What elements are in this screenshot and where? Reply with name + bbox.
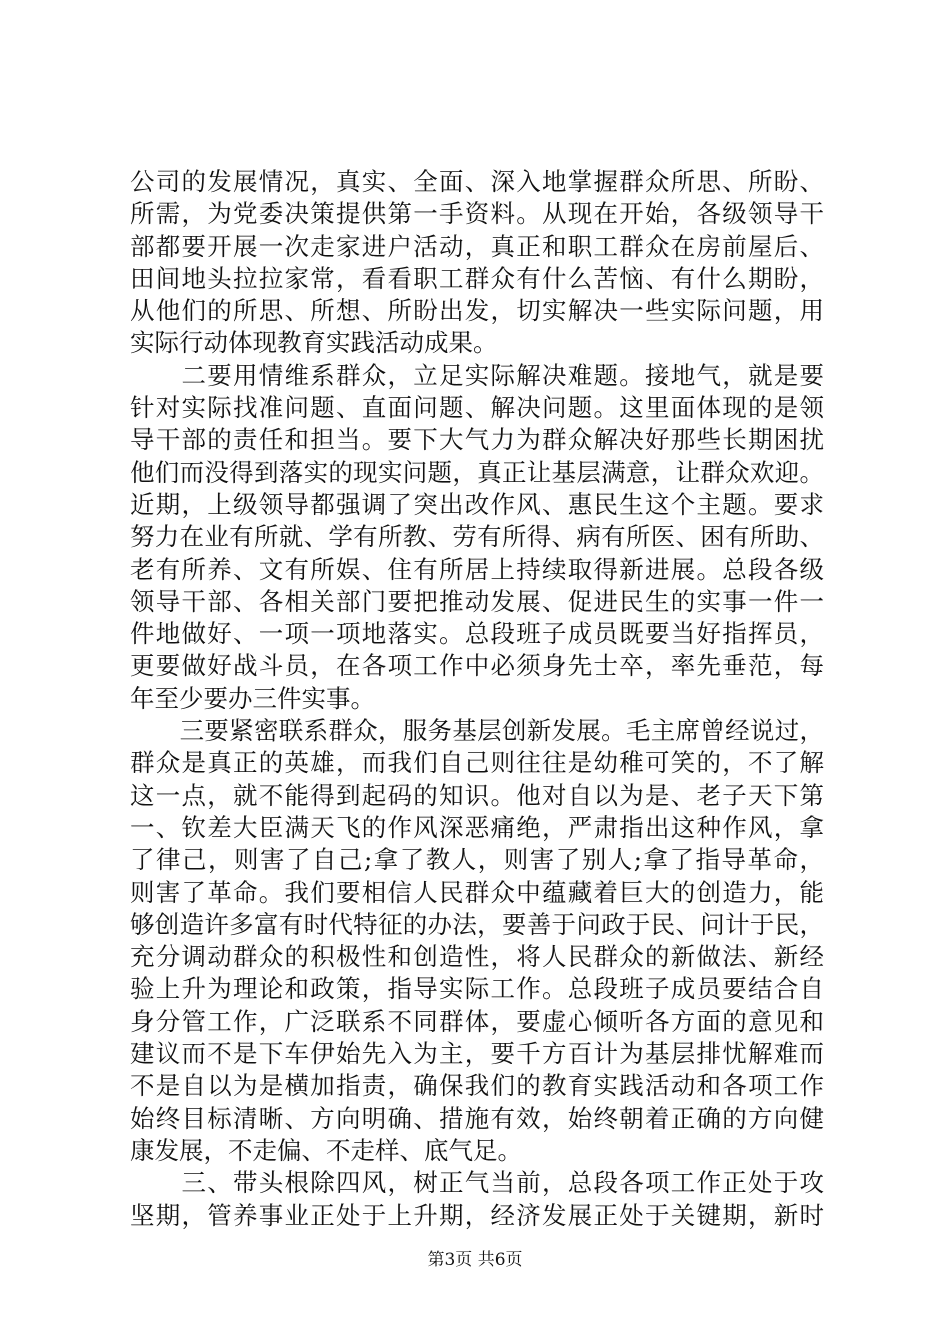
text-line: 针对实际找准问题、直面问题、解决问题。这里面体现的是领: [130, 393, 824, 423]
text-line: 更要做好战斗员，在各项工作中必须身先士卒，率先垂范，每: [130, 651, 824, 681]
text-line: 所需，为党委决策提供第一手资料。从现在开始，各级领导干: [130, 199, 824, 229]
text-line: 够创造许多富有时代特征的办法，要善于问政于民、问计于民，: [130, 909, 824, 939]
text-line: 件地做好、一项一项地落实。总段班子成员既要当好指挥员，: [130, 619, 824, 649]
body-text: [130, 166, 824, 1232]
text-line: 不是自以为是横加指责，确保我们的教育实践活动和各项工作: [130, 1071, 824, 1101]
text-line: 始终目标清晰、方向明确、措施有效，始终朝着正确的方向健: [130, 1103, 824, 1133]
page-footer: 第3页 共6页: [427, 1250, 523, 1270]
text-line: 建议而不是下车伊始先入为主，要千方百计为基层排忧解难而: [130, 1039, 824, 1069]
text-line: 二要用情维系群众，立足实际解决难题。接地气，就是要: [130, 360, 824, 390]
text-line: 康发展，不走偏、不走样、底气足。: [130, 1135, 522, 1165]
text-line: 坚期，管养事业正处于上升期，经济发展正处于关键期，新时: [130, 1200, 824, 1230]
text-line: 领导干部、各相关部门要把推动发展、促进民生的实事一件一: [130, 586, 824, 616]
text-line: 努力在业有所就、学有所教、劳有所得、病有所医、困有所助、: [130, 522, 824, 552]
text-line: 三、带头根除四风，树正气当前，总段各项工作正处于攻: [130, 1168, 824, 1198]
text-line: 田间地头拉拉家常，看看职工群众有什么苦恼、有什么期盼，: [130, 263, 824, 293]
text-line: 公司的发展情况，真实、全面、深入地掌握群众所思、所盼、: [130, 167, 824, 196]
text-line: 一、钦差大臣满天飞的作风深恶痛绝，严肃指出这种作风，拿: [130, 812, 824, 842]
text-line: 充分调动群众的积极性和创造性，将人民群众的新做法、新经: [130, 942, 824, 972]
text-line: 老有所养、文有所娱、住有所居上持续取得新进展。总段各级: [130, 554, 824, 584]
text-line: 近期，上级领导都强调了突出改作风、惠民生这个主题。要求: [130, 489, 824, 519]
text-line: 三要紧密联系群众，服务基层创新发展。毛主席曾经说过，: [130, 716, 824, 746]
text-line: 这一点，就不能得到起码的知识。他对自以为是、老子天下第: [130, 780, 824, 810]
text-line: 群众是真正的英雄，而我们自己则往往是幼稚可笑的，不了解: [130, 748, 824, 778]
text-line: 从他们的所思、所想、所盼出发，切实解决一些实际问题，用: [130, 296, 824, 326]
text-line: 年至少要办三件实事。: [130, 683, 375, 713]
text-line: 导干部的责任和担当。要下大气力为群众解决好那些长期困扰: [130, 425, 824, 455]
text-line: 部都要开展一次走家进户活动，真正和职工群众在房前屋后、: [130, 231, 824, 261]
text-line: 验上升为理论和政策，指导实际工作。总段班子成员要结合自: [130, 974, 824, 1004]
text-line: 了律己，则害了自己;拿了教人，则害了别人;拿了指导革命，: [130, 845, 824, 875]
text-line: 则害了革命。我们要相信人民群众中蕴藏着巨大的创造力，能: [130, 877, 824, 907]
text-line: 实际行动体现教育实践活动成果。: [130, 328, 498, 358]
text-line: 身分管工作，广泛联系不同群体，要虚心倾听各方面的意见和: [130, 1006, 824, 1036]
text-line: 他们而没得到落实的现实问题，真正让基层满意，让群众欢迎。: [130, 457, 824, 487]
